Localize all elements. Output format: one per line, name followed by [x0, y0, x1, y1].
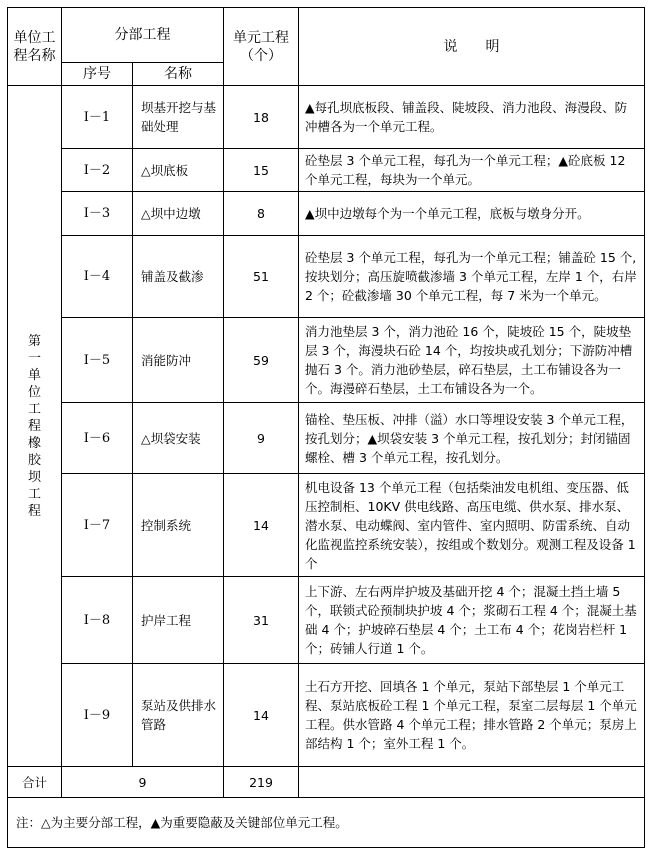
row-desc: ▲坝中边墩每个为一个单元工程，底板与墩身分开。 — [299, 192, 645, 236]
row-desc: 锚栓、垫压板、冲排（溢）水口等埋设安装 3 个单元工程，按孔划分；▲坝袋安装 3 个单元工程，按孔划分；封闭锚固螺栓、槽 3 个单元工程，按孔划分。 — [299, 403, 645, 474]
total-row — [8, 767, 645, 798]
table-row — [8, 236, 645, 318]
row-desc: 砼垫层 3 个单元工程，每孔为一个单元工程；▲砼底板 12 个单元工程，每块为一个单元。 — [299, 149, 645, 192]
table-row — [8, 86, 645, 149]
row-count: 8 — [224, 192, 299, 236]
row-count: 9 — [224, 403, 299, 474]
header-unit-project: 单位工程名称 — [8, 8, 62, 86]
row-count: 59 — [224, 318, 299, 403]
unit-project-table — [7, 7, 645, 848]
row-name: △坝底板 — [133, 149, 224, 192]
row-code: Ⅰ－2 — [62, 149, 133, 192]
row-count: 15 — [224, 149, 299, 192]
table-row — [8, 474, 645, 577]
row-name: △坝中边墩 — [133, 192, 224, 236]
table-row — [8, 149, 645, 192]
total-label: 合计 — [8, 767, 62, 798]
footnote: 注：△为主要分部工程，▲为重要隐蔽及关键部位单元工程。 — [8, 798, 645, 848]
table-row — [8, 577, 645, 664]
table-row — [8, 318, 645, 403]
row-desc: 砼垫层 3 个单元工程，每孔为一个单元工程；铺盖砼 15 个,按块划分；高压旋喷截渗墙 3 个单元工程，左岸 1 个，右岸 2 个；砼截渗墙 30 个单元工程，每 7 米为一个单元。 — [299, 236, 645, 318]
header-name: 名称 — [133, 63, 224, 86]
table-row — [8, 664, 645, 767]
total-note-empty — [299, 767, 645, 798]
row-desc: 消力池垫层 3 个，消力池砼 16 个，陡坡砼 15 个，陡坡垫层 3 个，海漫块石砼 14 个，均按块或孔划分；下游防冲槽抛石 3 个。消力池砂垫层，碎石垫层，土工布铺设各为一个。海漫碎石垫层，土工布铺设各为一个。 — [299, 318, 645, 403]
row-name: 护岸工程 — [133, 577, 224, 664]
header-note: 说 明 — [299, 8, 645, 86]
row-name: 铺盖及截渗 — [133, 236, 224, 318]
row-code: Ⅰ－6 — [62, 403, 133, 474]
row-count: 14 — [224, 474, 299, 577]
total-sub-count: 9 — [62, 767, 224, 798]
row-desc: ▲每孔坝底板段、铺盖段、陡坡段、消力池段、海漫段、防冲槽各为一个单元工程。 — [299, 86, 645, 149]
header-unit-count: 单元工程（个） — [224, 8, 299, 86]
row-count: 51 — [224, 236, 299, 318]
row-count: 14 — [224, 664, 299, 767]
unit-project-name — [8, 86, 62, 767]
row-desc: 上下游、左右两岸护坡及基础开挖 4 个；混凝土挡土墙 5 个，联锁式砼预制块护坡 4 个；浆砌石工程 4 个；混凝土基础 4 个；护坡碎石垫层 4 个；土工布 4 个；花岗岩栏杆 1 个；砖铺人行道 1 个。 — [299, 577, 645, 664]
header-index: 序号 — [62, 63, 133, 86]
row-desc: 土石方开挖、回填各 1 个单元，泵站下部垫层 1 个单元工程、泵站底板砼工程 1 个单元工程，泵室二层每层 1 个单元工程。供水管路 4 个单元工程；排水管路 2 个单元；泵房上部结构 1 个；室外工程 1 个。 — [299, 664, 645, 767]
total-unit-count: 219 — [224, 767, 299, 798]
row-name: △坝袋安装 — [133, 403, 224, 474]
unit-project-name-text: 第 一 单 位 工 程 橡 胶 坝 工 程 — [27, 333, 41, 519]
row-name: 坝基开挖与基础处理 — [133, 86, 224, 149]
row-name: 泵站及供排水管路 — [133, 664, 224, 767]
row-code: Ⅰ－8 — [62, 577, 133, 664]
table-row — [8, 192, 645, 236]
row-name: 消能防冲 — [133, 318, 224, 403]
row-code: Ⅰ－3 — [62, 192, 133, 236]
row-name: 控制系统 — [133, 474, 224, 577]
row-desc: 机电设备 13 个单元工程（包括柴油发电机组、变压器、低压控制柜、10KV 供电线路、高压电缆、供水泵、排水泵、潜水泵、电动蝶阀、室内管件、室内照明、防雷系统、自动化监视监控系统安装），按组或个数划分。观测工程及设备 1 个 — [299, 474, 645, 577]
row-code: Ⅰ－9 — [62, 664, 133, 767]
row-count: 31 — [224, 577, 299, 664]
table-row — [8, 403, 645, 474]
header-sub-project: 分部工程 — [62, 8, 224, 63]
row-count: 18 — [224, 86, 299, 149]
row-code: Ⅰ－4 — [62, 236, 133, 318]
row-code: Ⅰ－1 — [62, 86, 133, 149]
row-code: Ⅰ－5 — [62, 318, 133, 403]
row-code: Ⅰ－7 — [62, 474, 133, 577]
